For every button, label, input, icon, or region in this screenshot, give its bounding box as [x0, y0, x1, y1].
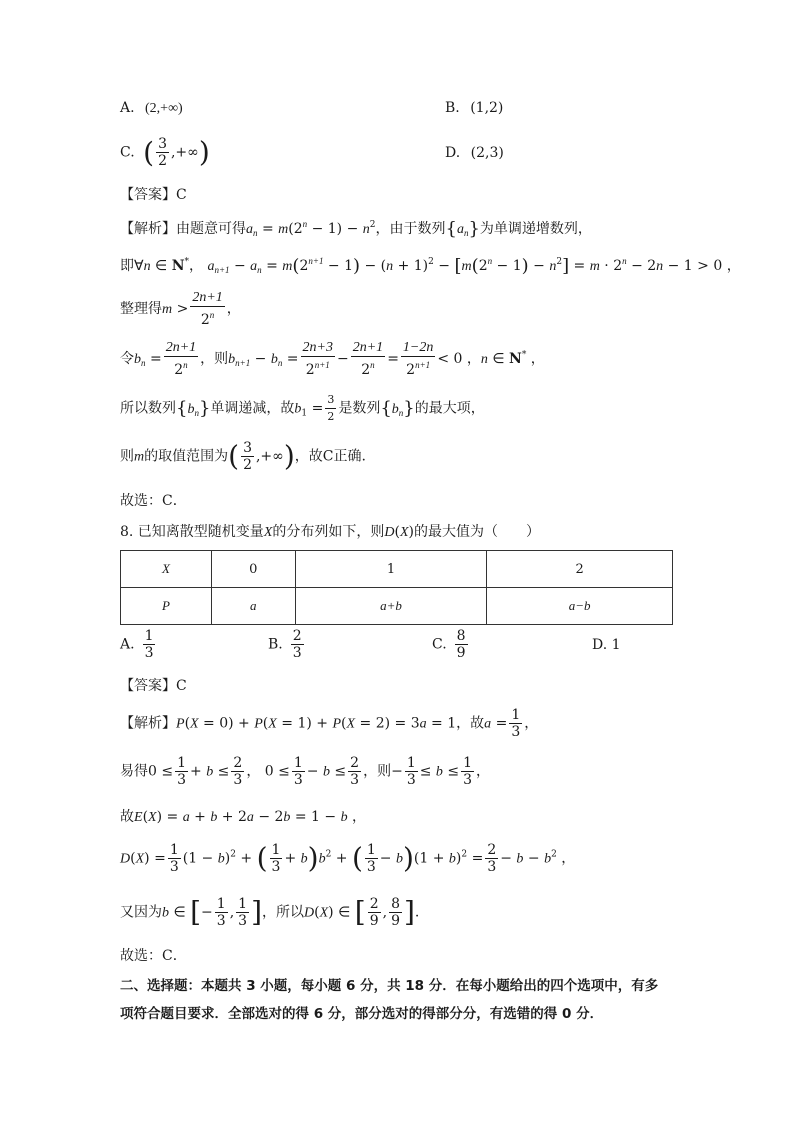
q8-analysis-line5: 又因为b ∈ [− $\frac{1}{3}$ , $\frac{1}{3}$ ]，所以D(X) ∈ [ $\frac{2}{9}$ , $\frac{8}{9}$ ]. — [120, 895, 420, 929]
q8-option-b-den: 3 — [292, 645, 302, 661]
q7-l6-c: ，故C正确. — [294, 448, 366, 465]
q7-l4-num-a: 2n+1 — [165, 340, 197, 355]
table-cell: a+b — [295, 588, 487, 625]
q7-l4-num-b: 2n+3 — [302, 340, 333, 355]
q8-l5-a: 又因为 — [120, 904, 162, 921]
q7-l4-num-c: 2n+1 — [352, 340, 384, 355]
q8-analysis-line1: 【解析】P(X = 0) + P(X = 1) + P(X = 2) = 3a = 1，故a = $\frac{1}{3}$ ， — [120, 707, 539, 740]
q7-answer: 【答案】C — [120, 187, 187, 203]
q8-option-a — [120, 628, 157, 661]
q8-option-c-den: 9 — [456, 645, 466, 661]
q8-l1-b: ，故 — [456, 715, 485, 732]
q7-l4-num-d: 1−2n — [402, 340, 434, 355]
q8-l5-b: ，所以 — [262, 904, 305, 921]
table-cell: X — [121, 551, 212, 588]
q7-l6-b: 的取值范围为 — [144, 448, 229, 465]
q7-l5-d: 的最大项， — [414, 400, 485, 417]
q7-analysis-line1: 【解析】由题意可得$a_n = m(2^n - 1) - n^2$，由于数列$\{a_n\}$为单调递增数列， — [120, 218, 592, 240]
q7-option-b — [445, 100, 503, 116]
q8-analysis-line2: 易得0 ≤ $\frac{1}{3}$ + b ≤ $\frac{2}{3}$ ， 0 ≤ $\frac{1}{3}$ − b ≤ $\frac{2}{3}$ ，则− $\frac{1}{3}$ ≤ b ≤ $\frac{1}{3}$ ， — [120, 755, 491, 788]
q8-option-b-label: B. — [268, 636, 283, 653]
q7-option-a-label: A. — [120, 100, 135, 116]
q7-option-c: C. ( $\frac{3}{2}$ ,+∞) — [120, 135, 210, 169]
q8-stem-c: 的最大值为（ ） — [414, 524, 540, 540]
table-cell: P — [121, 588, 212, 625]
q7-option-d-label: D. — [445, 145, 461, 161]
q7-option-c-num: 3 — [158, 136, 167, 152]
q8-option-b — [268, 628, 306, 661]
q8-l2-a: 易得 — [120, 763, 148, 780]
q7-l4-b: ，则 — [200, 351, 229, 367]
table-cell: a−b — [487, 588, 673, 625]
table-cell: a — [211, 588, 295, 625]
q8-option-c-num: 8 — [456, 628, 466, 644]
q8-choose: 故选：C． — [120, 948, 187, 964]
q7-choose: 故选：C． — [120, 493, 187, 509]
q8-l3-a: 故 — [120, 809, 134, 825]
q8-analysis-label: 【解析】 — [120, 715, 176, 732]
q7-l4-a: 令 — [120, 351, 134, 367]
table-row — [121, 588, 673, 625]
q8-answer: 【答案】C — [120, 678, 187, 694]
q8-stem-a: 8. 已知离散型随机变量 — [120, 524, 264, 540]
q7-analysis-line2: 即∀n ∈ N*， $a_{n+1} - a_n = m(2^{n+1} - 1) - (n + 1)^2 - [m(2^n - 1) - n^2] = m \cdot 2^n - 2n - 1 > 0$ ， — [120, 255, 741, 277]
q7-option-b-value: (1,2) — [470, 100, 504, 116]
q7-l2-a: 即 — [120, 258, 134, 274]
q8-analysis-line4: D(X) = $\frac{1}{3}$ $(1 - b)^2$ + ( $\frac{1}{3}$ + $b)b^2$ + ( $\frac{1}{3}$ − $b)(1 + b)^2$ = $\frac{2}{3}$ − $b - b^2$ ， — [120, 841, 576, 875]
q7-l5-c: 是数列 — [338, 400, 381, 417]
q7-option-c-den: 2 — [158, 153, 167, 169]
q7-l1-a: 由题意可得 — [176, 221, 246, 237]
q8-stem: 8. 已知离散型随机变量X的分布列如下，则D(X)的最大值为（ ） — [120, 524, 540, 540]
q8-option-c — [432, 628, 470, 661]
q7-option-c-label: C. — [120, 144, 135, 161]
q7-option-d-value: (2,3) — [470, 145, 504, 161]
q7-option-a — [120, 100, 183, 117]
q7-option-c-tail: ,+∞ — [170, 144, 199, 161]
table-row — [121, 551, 673, 588]
q7-analysis-line3: 整理得m > $\frac{2n+1}{2^n}$ ， — [120, 290, 241, 328]
table-cell: 1 — [295, 551, 487, 588]
q8-l2-b: ，则 — [363, 763, 392, 780]
table-cell: 0 — [211, 551, 295, 588]
q7-option-d — [445, 145, 504, 161]
q7-l6-a: 则 — [120, 448, 134, 465]
q7-l1-c: 为单调递增数列， — [479, 221, 592, 237]
q8-stem-b: 的分布列如下，则 — [272, 524, 385, 540]
distribution-table — [120, 550, 673, 625]
q8-option-c-label: C. — [432, 636, 447, 653]
q8-option-a-num: 1 — [144, 628, 154, 644]
q7-l3-num: 2n+1 — [192, 290, 223, 305]
q8-option-a-label: A. — [120, 636, 135, 653]
q8-option-a-den: 3 — [144, 645, 154, 661]
q8-analysis-line3: 故E(X) = a + b + 2a − 2b = 1 − b ， — [120, 809, 367, 825]
section2-heading-line2: 项符合题目要求．全部选对的得 6 分，部分选对的得部分分，有选错的得 0 分． — [120, 1006, 604, 1022]
table-cell: 2 — [487, 551, 673, 588]
q7-l5-b: 单调递减，故 — [210, 400, 295, 417]
q7-analysis-line6: 则m的取值范围为( $\frac{3}{2}$ ,+∞)，故C正确. — [120, 439, 366, 473]
q7-analysis-line5: 所以数列$\{b_n\}$单调递减，故$b_1$ = $\frac{3}{2}$ 是数列$\{b_n\}$的最大项， — [120, 393, 485, 423]
q7-l5-a: 所以数列 — [120, 400, 176, 417]
q7-option-a-value: (2,+∞) — [145, 101, 183, 116]
q7-analysis-line4: 令$b_n$ = $\frac{2n+1}{2^n}$ ，则$b_{n+1} - b_n$ = $\frac{2n+3}{2^{n+1}}$ − $\frac{2n+1}{2^n}$ = $\frac{1-2n}{2^{n+1}}$ < 0 ，n ∈ N* ， — [120, 340, 545, 378]
section2-heading-line1: 二、选择题：本题共 3 小题，每小题 6 分，共 18 分．在每小题给出的四个选项中，有多 — [120, 978, 659, 994]
q7-l3-a: 整理得 — [120, 301, 162, 317]
q8-option-b-num: 2 — [292, 628, 302, 644]
q7-analysis-label: 【解析】 — [120, 221, 176, 237]
q7-l1-b: ，由于数列 — [375, 221, 446, 237]
q8-option-d: D. 1 — [592, 637, 621, 653]
q7-option-b-label: B. — [445, 100, 460, 116]
